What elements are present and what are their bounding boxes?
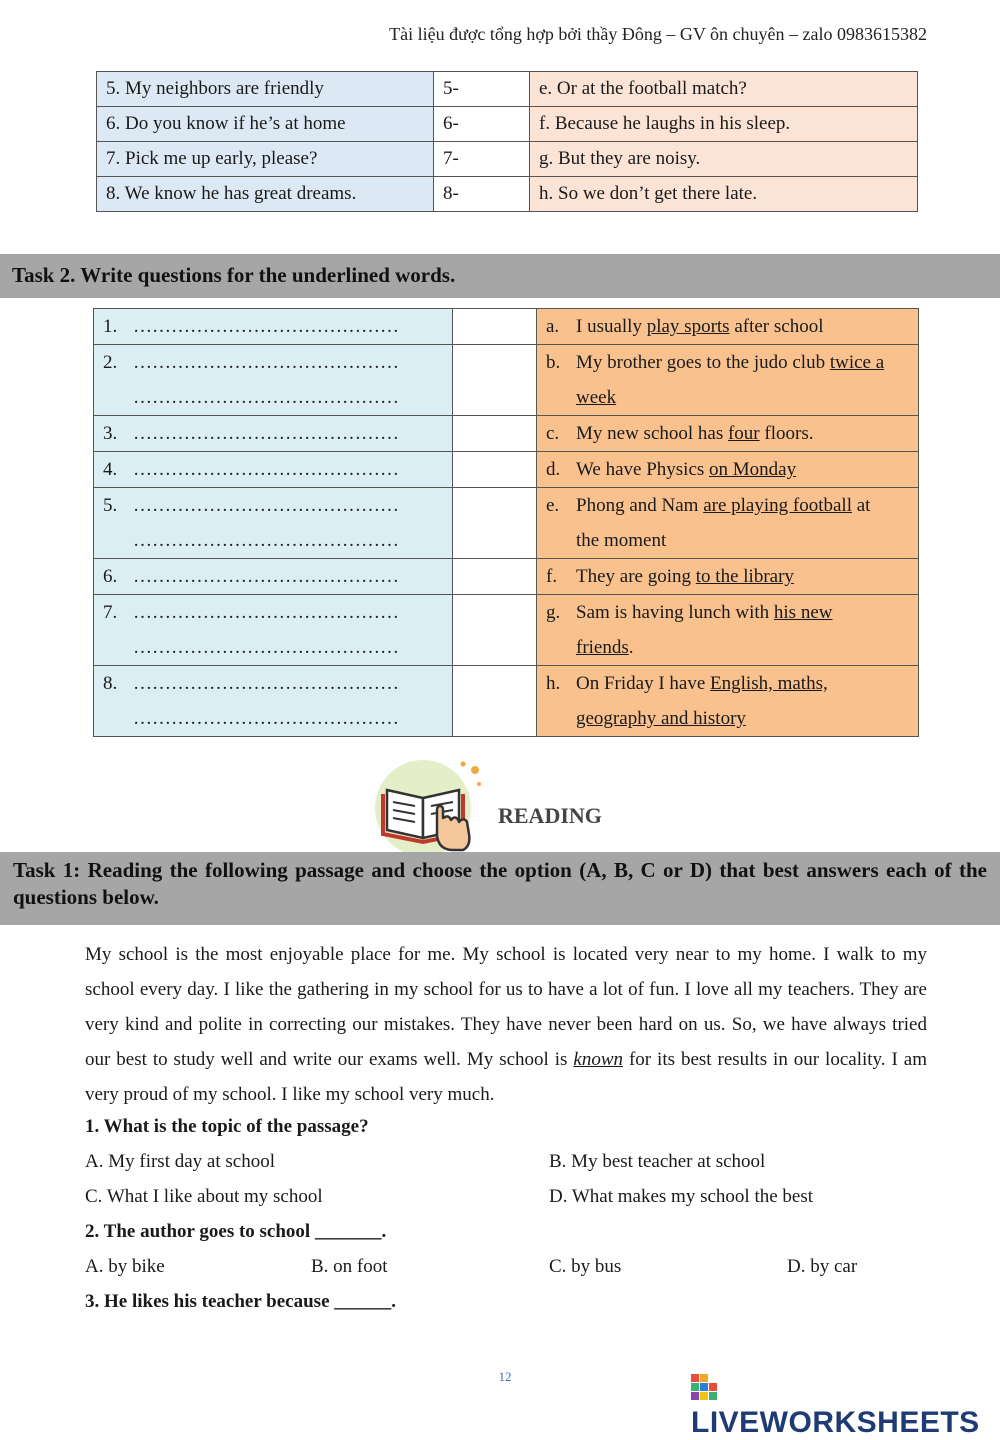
blank-cell[interactable] <box>453 559 537 595</box>
option-2b[interactable]: B. on foot <box>311 1256 388 1277</box>
answer-cell: g. Sam is having lunch with his new friends. <box>537 595 919 666</box>
table-row <box>94 452 919 488</box>
question-cell[interactable]: 7. …………………………………… …………………………………… <box>94 595 453 666</box>
table-cell: 7. Pick me up early, please? <box>97 142 434 177</box>
table-row <box>97 177 918 212</box>
table-cell: h. So we don’t get there late. <box>530 177 918 212</box>
question-1: 1. What is the topic of the passage? <box>85 1116 369 1137</box>
table-cell: 5. My neighbors are friendly <box>97 72 434 107</box>
task2-title: Task 2. Write questions for the underlined words. <box>0 254 1000 298</box>
blank-cell[interactable] <box>453 595 537 666</box>
blank-cell[interactable] <box>453 345 537 416</box>
option-1a[interactable]: A. My first day at school <box>85 1151 275 1172</box>
table-row <box>97 142 918 177</box>
reading-title: READING <box>498 803 602 828</box>
liveworksheets-logo[interactable] <box>691 1371 1000 1440</box>
option-2a[interactable]: A. by bike <box>85 1256 165 1277</box>
table-cell: 6. Do you know if he’s at home <box>97 107 434 142</box>
open-book-hand-icon <box>367 760 487 852</box>
table-row <box>94 559 919 595</box>
answer-cell[interactable]: 8- <box>434 177 530 212</box>
table-row <box>94 416 919 452</box>
option-2c[interactable]: C. by bus <box>549 1256 622 1277</box>
logo-blocks-icon <box>691 1374 717 1404</box>
answer-cell: d. We have Physics on Monday <box>537 452 919 488</box>
table-row <box>94 309 919 345</box>
table-row <box>97 107 918 142</box>
matching-table <box>96 71 918 212</box>
answer-cell: b. My brother goes to the judo club twice a week <box>537 345 919 416</box>
question-2: 2. The author goes to school _______. <box>85 1221 387 1242</box>
table-cell: 8. We know he has great dreams. <box>97 177 434 212</box>
table-row <box>94 488 919 559</box>
question-cell[interactable]: 1. …………………………………… <box>94 309 453 345</box>
answer-cell: a. I usually play sports after school <box>537 309 919 345</box>
task1-title: Task 1: Reading the following passage and choose the option (A, B, C or D) that best answers each of the questions below. <box>0 852 1000 925</box>
answer-cell: c. My new school has four floors. <box>537 416 919 452</box>
question-cell[interactable]: 3. …………………………………… <box>94 416 453 452</box>
question-cell[interactable]: 6. …………………………………… <box>94 559 453 595</box>
answer-cell: h. On Friday I have English, maths, geography and history <box>537 666 919 737</box>
blank-cell[interactable] <box>453 666 537 737</box>
blank-cell[interactable] <box>453 488 537 559</box>
blank-cell[interactable] <box>453 309 537 345</box>
option-1b[interactable]: B. My best teacher at school <box>549 1151 766 1172</box>
table-cell: g. But they are noisy. <box>530 142 918 177</box>
table-cell: f. Because he laughs in his sleep. <box>530 107 918 142</box>
option-1d[interactable]: D. What makes my school the best <box>549 1186 814 1207</box>
question-cell[interactable]: 8. …………………………………… …………………………………… <box>94 666 453 737</box>
header-note: Tài liệu được tổng hợp bởi thầy Đông – GV ôn chuyên – zalo 0983615382 <box>389 24 927 44</box>
blank-cell[interactable] <box>453 416 537 452</box>
option-2d[interactable]: D. by car <box>787 1256 858 1277</box>
questions-table <box>93 308 919 737</box>
table-cell: e. Or at the football match? <box>530 72 918 107</box>
table-row <box>94 345 919 416</box>
question-cell[interactable]: 2. …………………………………… …………………………………… <box>94 345 453 416</box>
table-row <box>97 72 918 107</box>
question-cell[interactable]: 4. …………………………………… <box>94 452 453 488</box>
answer-cell[interactable]: 5- <box>434 72 530 107</box>
answer-cell[interactable]: 6- <box>434 107 530 142</box>
answer-cell: e. Phong and Nam are playing football at the moment <box>537 488 919 559</box>
logo-text: LIVEWORKSHEETS <box>691 1406 980 1440</box>
page-number: 12 <box>498 1369 512 1384</box>
table-row <box>94 666 919 737</box>
option-1c[interactable]: C. What I like about my school <box>85 1186 323 1207</box>
answer-cell[interactable]: 7- <box>434 142 530 177</box>
blank-cell[interactable] <box>453 452 537 488</box>
table-row <box>94 595 919 666</box>
question-3: 3. He likes his teacher because ______. <box>85 1291 397 1312</box>
answer-cell: f. They are going to the library <box>537 559 919 595</box>
question-cell[interactable]: 5. …………………………………… …………………………………… <box>94 488 453 559</box>
reading-passage: My school is the most enjoyable place for me. My school is located very near to my home. I walk to my school every day. I like the gathering in my school for us to have a lot of fun. I love all my teachers. They are very kind and polite in correcting our mistakes. They have never been hard on us. So, we have always tried our best to study well and write our exams well. My school is known for its best results in our locality. I am very proud of my school. I like my school very much. <box>85 944 927 1105</box>
